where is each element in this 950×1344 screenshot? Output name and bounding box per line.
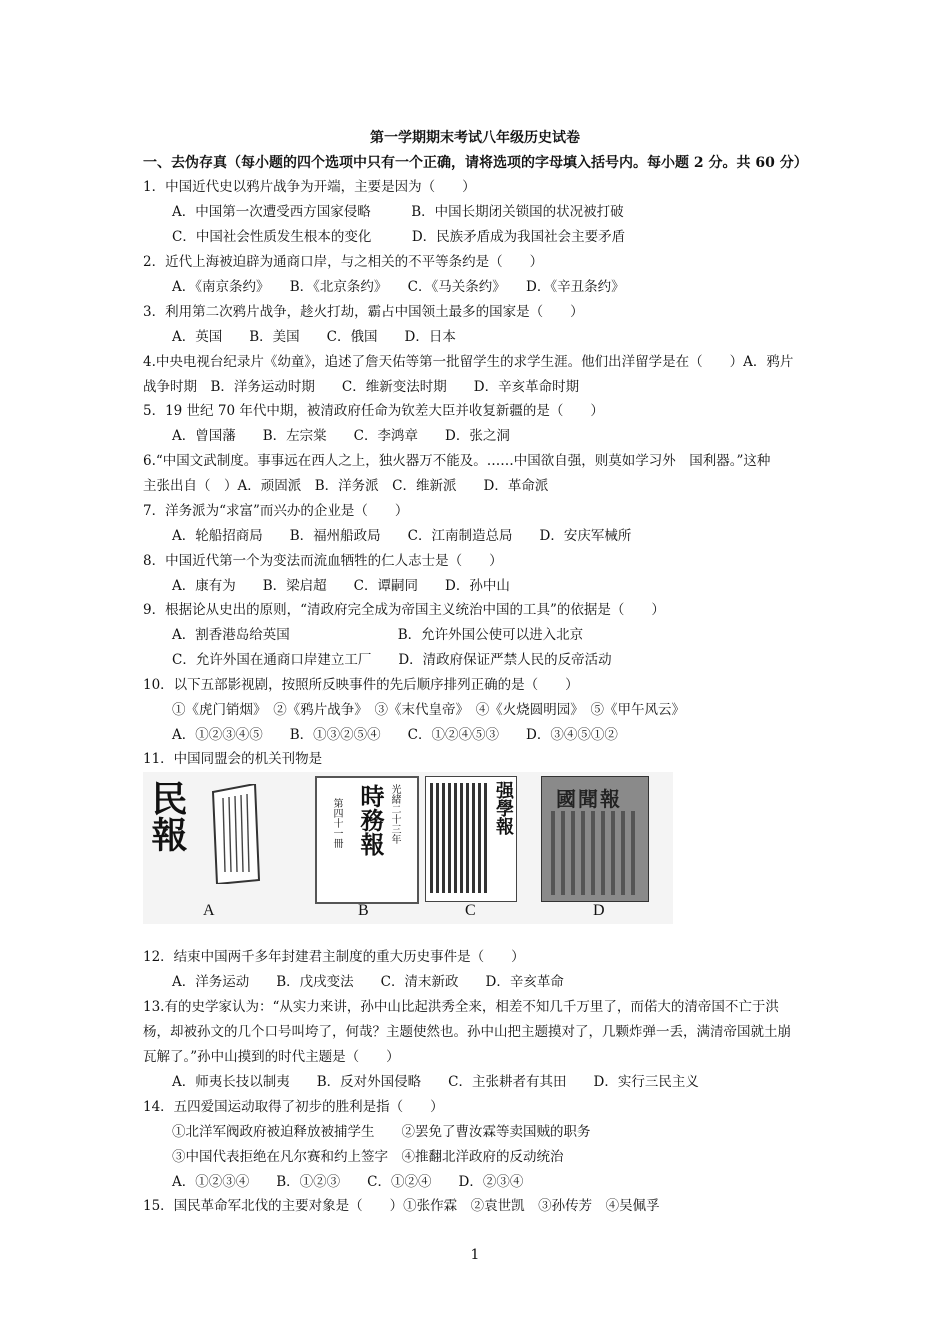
q7-options: A．轮船招商局 B．福州船政局 C．江南制造总局 D．安庆军械所 [172,528,632,544]
q4-options: 战争时期 B．洋务运动时期 C．维新变法时期 D．辛亥革命时期 [143,379,580,395]
q6-options: 主张出自（ ）A．顽固派 B．洋务派 C．维新派 D．革命派 [143,478,549,494]
paper-b-top: 光緒二十三年 [389,784,400,844]
q10-films: ①《虎门销烟》 ②《鸦片战争》 ③《末代皇帝》 ④《火烧圆明园》 ⑤《甲午风云》 [172,702,685,718]
q5-options: A．曾国藩 B．左宗棠 C．李鸿章 D．张之洞 [172,428,510,444]
paper-d-image [541,776,649,902]
question-9: 9．根据论从史出的原则，“清政府完全成为帝国主义统治中国的工具”的依据是（ ） [143,602,665,618]
question-14: 14．五四爱国运动取得了初步的胜利是指（ ） [143,1099,444,1115]
q12-options: A．洋务运动 B．戊戌变法 C．清末新政 D．辛亥革命 [172,974,564,990]
q2-options: A．《南京条约》 B．《北京条约》 C．《马关条约》 D．《辛丑条约》 [172,279,625,295]
q3-options: A．英国 B．美国 C．俄国 D．日本 [172,329,456,345]
question-3: 3．利用第二次鸦片战争，趁火打劫，霸占中国领土最多的国家是（ ） [143,304,584,320]
question-15: 15．国民革命军北伐的主要对象是（ ）①张作霖 ②袁世凯 ③孙传芳 ④吴佩孚 [143,1198,660,1214]
option-a-letter: A [203,902,215,919]
paper-c-image [425,776,517,902]
q9-options-ab: A．割香港岛给英国 B．允许外国公使可以进入北京 [172,627,584,643]
question-13: 13.有的史学家认为：“从实力来讲，孙中山比起洪秀全来，相差不知几千万里了，而偌大的清帝国不亡于洪 [143,999,779,1015]
question-11: 11．中国同盟会的机关刊物是 [143,751,323,767]
q14-options: A．①②③④ B．①②③ C．①②④ D．②③④ [172,1174,524,1190]
question-1: 1．中国近代史以鸦片战争为开端，主要是因为（ ） [143,179,476,195]
page-number: 1 [470,1247,480,1263]
option-b-letter: B [358,902,369,919]
paper-c-text-columns-icon [428,779,490,897]
q14-items-12: ①北洋军阀政府被迫释放被捕学生 ②罢免了曹汝霖等卖国贼的职务 [172,1124,591,1140]
section-heading: 一、去伪存真（每小题的四个选项中只有一个正确，请将选项的字母填入括号内。每小题 2 分。共 60 分） [143,155,808,171]
question-5: 5．19 世纪 70 年代中期，被清政府任命为钦差大臣并收复新疆的是（ ） [143,403,604,419]
question-8: 8．中国近代第一个为变法而流血牺牲的仁人志士是（ ） [143,553,503,569]
question-13-cont: 杨，却被孙文的几个口号叫垮了，何哉？主题使然也。孙中山把主题摸对了，几颗炸弹一丢，满清帝国就土崩 [143,1024,791,1040]
question-2: 2．近代上海被迫辟为通商口岸，与之相关的不平等条约是（ ） [143,254,544,270]
paper-b-image [315,776,419,904]
q1-options-ab: A．中国第一次遭受西方国家侵略 B．中国长期闭关锁国的状况被打破 [172,204,624,220]
option-d-letter: D [593,902,605,919]
q8-options: A．康有为 B．梁启超 C．谭嗣同 D．孙中山 [172,578,510,594]
paper-a-image [147,772,265,900]
q1-options-cd: C．中国社会性质发生根本的变化 D．民族矛盾成为我国社会主要矛盾 [172,229,626,245]
question-7: 7．洋务派为“求富”而兴办的企业是（ ） [143,503,409,519]
newspaper-figure [143,772,673,924]
q9-options-cd: C．允许外国在通商口岸建立工厂 D．清政府保证严禁人民的反帝活动 [172,652,612,668]
question-4: 4.中央电视台纪录片《幼童》，追述了詹天佑等第一批留学生的求学生涯。他们出洋留学是在（ ）A．鸦片 [143,354,794,370]
q13-options: A．师夷长技以制夷 B．反对外国侵略 C．主张耕者有其田 D．实行三民主义 [172,1074,699,1090]
paper-d-title: 國聞報 [556,787,622,811]
q14-items-34: ③中国代表拒绝在凡尔赛和约上签字 ④推翻北洋政府的反动统治 [172,1149,564,1165]
question-13-end: 瓦解了。”孙中山摸到的时代主题是（ ） [143,1049,400,1065]
q10-options: A．①②③④⑤ B．①③②⑤④ C．①②④⑤③ D．③④⑤①② [172,727,618,743]
paper-a-page-icon [211,784,261,884]
exam-title: 第一学期期末考试八年级历史试卷 [370,130,580,146]
question-6: 6.“中国文武制度。事事远在西人之上，独火器万不能及。……中国欲自强，则莫如学习外 国利器。”这种 [143,453,771,469]
paper-d-text-columns-icon [547,811,643,895]
question-12: 12．结束中国两千多年封建君主制度的重大历史事件是（ ） [143,949,525,965]
question-10: 10．以下五部影视剧，按照所反映事件的先后顺序排列正确的是（ ） [143,677,579,693]
paper-b-title: 時務報 [356,784,385,856]
paper-a-title: 民報 [146,780,188,852]
paper-b-issue: 第四十一冊 [331,798,342,848]
option-c-letter: C [465,902,476,919]
paper-c-title: 强學報 [490,781,516,835]
